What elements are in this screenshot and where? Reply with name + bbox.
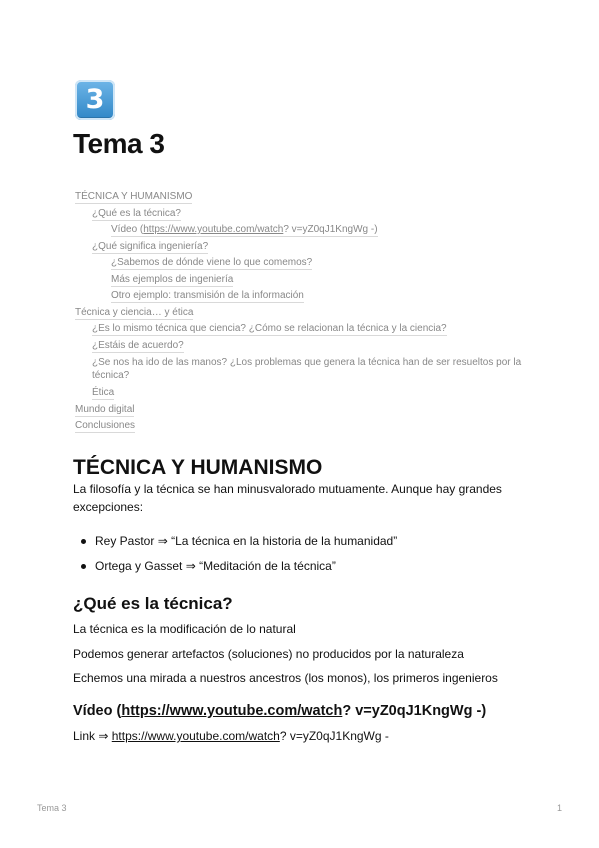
page-number: 1 — [557, 803, 563, 813]
intro-paragraph: La filosofía y la técnica se han minusvalorado mutuamente. Aunque hay grandes excepciones: — [73, 482, 502, 514]
youtube-link[interactable]: https://www.youtube.com/watch — [111, 729, 280, 743]
toc-item-que-significa-ingenieria[interactable]: ¿Qué significa ingeniería? — [92, 241, 209, 252]
toc-item-sabemos-de-donde[interactable]: ¿Sabemos de dónde viene lo que comemos? — [111, 257, 313, 268]
toc-item-tecnica-y-humanismo[interactable]: TÉCNICA Y HUMANISMO — [75, 191, 193, 202]
page-title: Tema 3 — [73, 128, 165, 159]
paragraph-definicion: La técnica es la modificación de lo natural — [73, 622, 296, 636]
toc-item-se-nos-ha-ido[interactable]: ¿Se nos ha ido de las manos? ¿Los problemas que genera la técnica han de ser resueltos por la técnica? — [92, 357, 522, 381]
toc-video-link[interactable]: https://www.youtube.com/watch — [143, 224, 284, 235]
toc-item-etica[interactable]: Ética — [92, 387, 115, 398]
toc-item-es-lo-mismo[interactable]: ¿Es lo mismo técnica que ciencia? ¿Cómo se relacionan la técnica y la ciencia? — [92, 323, 447, 334]
list-item: Ortega y Gasset ⇒ “Meditación de la técnica” — [73, 558, 397, 583]
link-prefix: Link ⇒ — [73, 729, 112, 743]
toc-item-otro-ejemplo[interactable]: Otro ejemplo: transmisión de la información — [111, 290, 304, 301]
subheading-video — [73, 703, 486, 719]
subheading-que-es-la-tecnica: ¿Qué es la técnica? — [73, 594, 233, 613]
references-list — [73, 533, 397, 583]
toc-item-que-es-la-tecnica[interactable]: ¿Qué es la técnica? — [92, 208, 181, 219]
toc-video-suffix: ? v=yZ0qJ1KngWg -) — [283, 224, 378, 235]
toc-item-tecnica-y-ciencia[interactable]: Técnica y ciencia… y ética — [75, 307, 194, 318]
section-heading-tecnica-y-humanismo: TÉCNICA Y HUMANISMO — [73, 456, 323, 479]
video-link-paragraph — [73, 727, 389, 745]
toc-item-mas-ejemplos[interactable]: Más ejemplos de ingeniería — [111, 274, 234, 285]
keycap-3-emoji-icon: 3 — [75, 80, 115, 120]
video-heading-link[interactable]: https://www.youtube.com/watch — [121, 703, 343, 719]
footer-title: Tema 3 — [37, 803, 67, 813]
toc-item-conclusiones[interactable]: Conclusiones — [75, 420, 136, 431]
toc-item-mundo-digital[interactable]: Mundo digital — [75, 404, 135, 415]
link-suffix: ? v=yZ0qJ1KngWg - — [279, 729, 389, 743]
paragraph-artefactos: Podemos generar artefactos (soluciones) no producidos por la naturaleza — [73, 647, 464, 661]
toc-item-video[interactable] — [111, 223, 378, 237]
video-heading-suffix: ? v=yZ0qJ1KngWg -) — [342, 703, 487, 719]
list-item: Rey Pastor ⇒ “La técnica en la historia de la humanidad” — [73, 533, 397, 558]
paragraph-ancestros: Echemos una mirada a nuestros ancestros (los monos), los primeros ingenieros — [73, 671, 498, 685]
toc-video-prefix: Vídeo ( — [111, 224, 144, 235]
video-heading-prefix: Vídeo ( — [73, 703, 122, 719]
toc-item-estais-de-acuerdo[interactable]: ¿Estáis de acuerdo? — [92, 340, 184, 351]
